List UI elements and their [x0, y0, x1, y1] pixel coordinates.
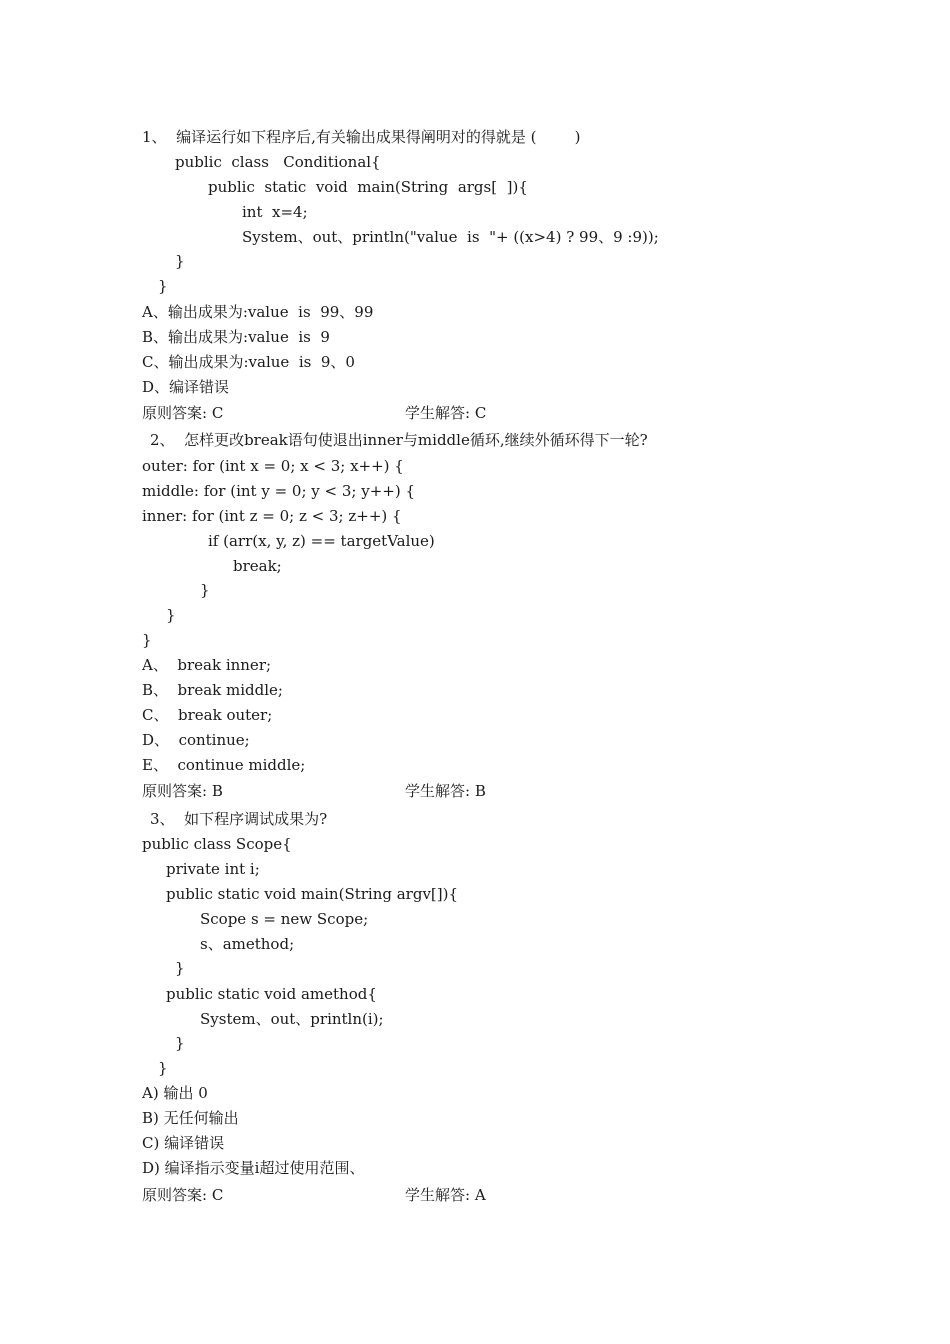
standard-answer: 原则答案: C — [142, 404, 224, 422]
question-3-option: B) 无任何输出 — [142, 1109, 239, 1127]
standard-answer: 原则答案: B — [142, 782, 223, 800]
question-1-code-line: } — [175, 252, 185, 270]
question-2-code-line: } — [166, 606, 176, 624]
question-3-code-line: public static void main(String argv[]){ — [166, 885, 459, 903]
question-1-option: B、输出成果为:value is 9 — [142, 328, 330, 346]
question-2-option: C、 break outer; — [142, 706, 273, 724]
question-2-title: 2、 怎样更改break语句使退出inner与middle循环,继续外循环得下一轮? — [150, 431, 648, 449]
question-1-option: A、输出成果为:value is 99、99 — [142, 303, 374, 321]
question-3-code-line: s、amethod; — [200, 935, 295, 953]
question-3-code-line: } — [175, 1034, 185, 1052]
question-3-option: D) 编译指示变量i超过使用范围、 — [142, 1159, 365, 1177]
question-2-option: A、 break inner; — [142, 656, 272, 674]
question-2-code-line: } — [142, 631, 152, 649]
question-1-option: D、编译错误 — [142, 378, 230, 396]
question-3-code-line: private int i; — [166, 860, 260, 878]
question-1-code-line: public static void main(String args[ ]){ — [208, 178, 528, 196]
question-1-code-line: int x=4; — [242, 203, 308, 221]
student-answer: 学生解答: B — [405, 782, 486, 800]
question-2-option: B、 break middle; — [142, 681, 283, 699]
question-3-code-line: System、out、println(i); — [200, 1010, 384, 1028]
question-3-code-line: public static void amethod{ — [166, 985, 377, 1003]
student-answer: 学生解答: A — [405, 1186, 486, 1204]
question-2-answer-row — [142, 781, 742, 801]
question-3-code-line: } — [175, 959, 185, 977]
question-3-answer-row — [142, 1185, 742, 1205]
question-1-title: 1、 编译运行如下程序后,有关输出成果得阐明对的得就是 ( ) — [142, 128, 581, 146]
question-3-code-line: } — [158, 1059, 168, 1077]
question-1-option: C、输出成果为:value is 9、0 — [142, 353, 355, 371]
question-1-code-line: public class Conditional{ — [175, 153, 381, 171]
question-2-code-line: middle: for (int y = 0; y < 3; y++) { — [142, 482, 416, 500]
question-2-code-line: break; — [233, 557, 282, 575]
question-3-code-line: public class Scope{ — [142, 835, 292, 853]
question-2-code-line: if (arr(x, y, z) == targetValue) — [208, 532, 435, 550]
question-3-option: A) 输出 0 — [142, 1084, 208, 1102]
question-3-title: 3、 如下程序调试成果为? — [150, 810, 328, 828]
question-2-code-line: inner: for (int z = 0; z < 3; z++) { — [142, 507, 402, 525]
question-2-option: E、 continue middle; — [142, 756, 306, 774]
question-2-code-line: } — [200, 581, 210, 599]
question-2-code-line: outer: for (int x = 0; x < 3; x++) { — [142, 457, 404, 475]
question-2-option: D、 continue; — [142, 731, 250, 749]
question-3-code-line: Scope s = new Scope; — [200, 910, 369, 928]
student-answer: 学生解答: C — [405, 404, 487, 422]
question-1-answer-row — [142, 403, 742, 423]
question-1-code-line: System、out、println("value is "+ ((x>4) ? 99、9 :9)); — [242, 228, 659, 246]
question-1-code-line: } — [158, 277, 168, 295]
question-3-option: C) 编译错误 — [142, 1134, 225, 1152]
standard-answer: 原则答案: C — [142, 1186, 224, 1204]
